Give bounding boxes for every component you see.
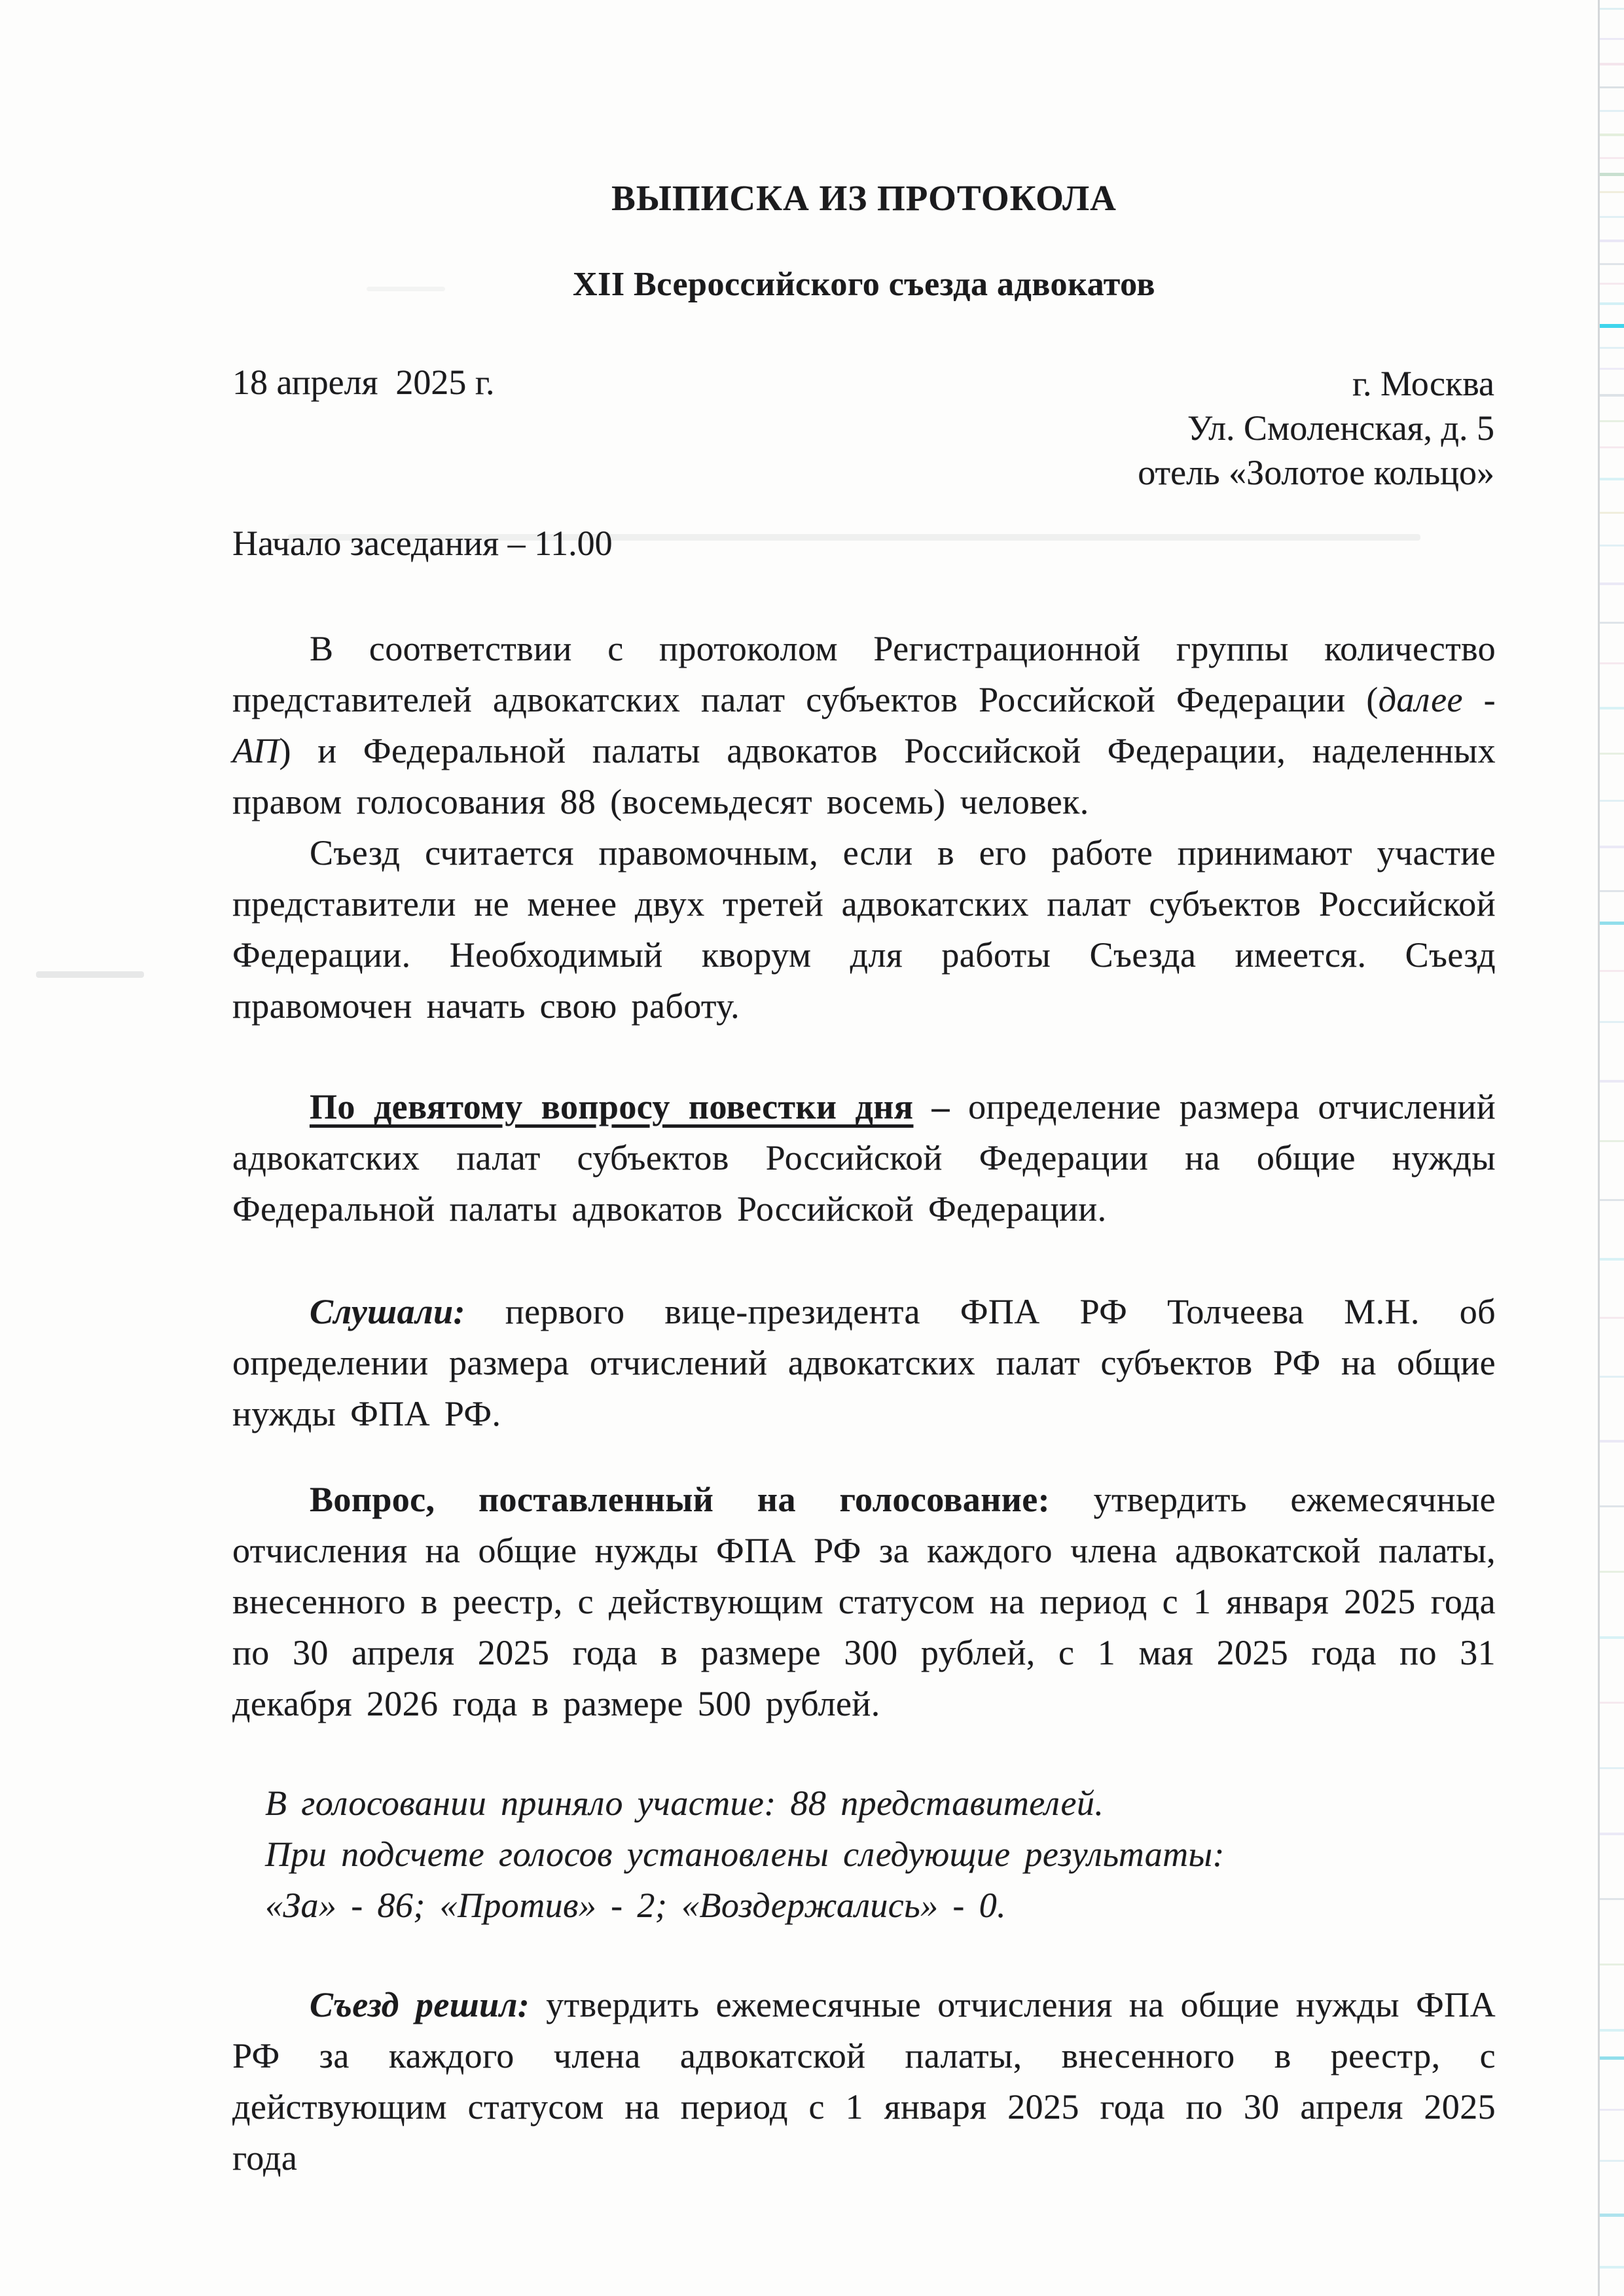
scan-streak [1600,707,1624,709]
scan-streak [1600,970,1624,972]
scan-streak [1600,1505,1624,1507]
scan-edge-line [1598,0,1600,2296]
document-body [232,623,1496,2183]
scan-streak [1600,583,1624,585]
scan-streak [1600,2160,1624,2162]
scan-streak [1600,1258,1624,1261]
scan-streak [1600,1317,1624,1319]
scan-streak [1600,216,1624,218]
text-segment: – [913,1087,950,1126]
scan-streak [1600,347,1624,349]
vote-result-line [265,1778,1496,1829]
session-start-line: Начало заседания – 11.00 [232,524,613,563]
scan-streak [1600,240,1624,242]
scan-streak [1600,1964,1624,1965]
body-paragraph [232,1979,1496,2183]
scan-streak [1600,157,1624,159]
text-segment: ) и Федеральной палаты адвокатов Российской Федерации, наделенных правом голосования 88 (восемьдесят восемь) человек. [232,731,1496,821]
scan-streak [1600,38,1624,40]
text-segment: «За» - 86; «Против» - 2; «Воздержались» - 0. [265,1886,1007,1925]
scan-streak [1600,420,1624,422]
body-paragraph [232,1474,1496,1729]
scan-streak [1600,2109,1624,2111]
text-segment: Вопрос, поставленный на голосование: [310,1480,1050,1519]
scan-streak [1600,922,1624,925]
scan-streak [1600,173,1624,176]
scan-streak [1600,2056,1624,2060]
vote-result-line [265,1829,1496,1880]
text-segment: В соответствии с протоколом Регистрационной группы количество представителей адвокатских палат субъектов Российской Федерации ( [232,629,1496,719]
scan-streak [1600,662,1624,664]
text-segment: Слушали: [310,1292,465,1331]
scan-streak [1600,478,1624,480]
scan-streak [1600,1376,1624,1378]
scan-streak [1600,1767,1624,1769]
text-segment: утвердить ежемесячные отчисления на общие нужды ФПА РФ за каждого члена адвокатской палаты, внесенного в реестр, с действующим статусом на период с 1 января 2025 года по 30 апреля 2025 года [232,1985,1496,2178]
place-line: г. Москва [1352,364,1494,403]
scan-streak [1600,1140,1624,1142]
text-segment: Съезд считается правомочным, если в его работе принимают участие представители не менее двух третей адвокатских палат субъектов Российской Федерации. Необходимый кворум для работы Съезда имеется. Съезд правомочен начать свою работу. [232,833,1496,1026]
body-paragraph [232,1286,1496,1439]
scan-streak [1600,2214,1624,2217]
scan-streak [1600,545,1624,547]
scan-streak [1600,446,1624,448]
place-line: отель «Золотое кольцо» [1138,453,1494,492]
text-segment: При подсчете голосов установлены следующие результаты: [265,1835,1225,1874]
scan-streak [1600,63,1624,65]
scan-streak [1600,2266,1624,2269]
scan-streak [1600,512,1624,514]
vote-result-line [265,1880,1496,1931]
scan-streak [1600,191,1624,193]
scan-streak [1600,302,1624,305]
text-segment: далее - АП [232,680,1496,770]
scan-streak [1600,1080,1624,1083]
scan-streak [1600,1199,1624,1201]
scan-streak [1600,263,1624,265]
body-paragraph [232,623,1496,827]
scan-streak [1600,1702,1624,1704]
text-segment: Съезд решил: [310,1985,530,2024]
scan-streak [1600,134,1624,136]
text-segment: утвердить ежемесячные отчисления на общие нужды ФПА РФ за каждого члена адвокатской палаты, внесенного в реестр, с действующим статусом на период с 1 января 2025 года по 30 апреля 2025 года в размере 300 рублей, с 1 мая 2025 года по 31 декабря 2026 года в размере 500 рублей. [232,1480,1496,1723]
scan-streak [1600,368,1624,370]
scan-streak [1600,1440,1624,1443]
scan-smudge [36,971,144,978]
scan-streak [1600,324,1624,328]
text-segment: По девятому вопросу повестки дня [310,1087,914,1126]
body-paragraph [232,827,1496,1031]
document-title: ВЫПИСКА ИЗ ПРОТОКОЛА [611,178,1117,218]
document-subtitle: XII Всероссийского съезда адвокатов [573,266,1155,303]
text-segment: первого вице-президента ФПА РФ Толчеева М.Н. об определении размера отчислений адвокатских палат субъектов РФ на общие нужды ФПА РФ. [232,1292,1496,1433]
place-line: Ул. Смоленская, д. 5 [1187,408,1494,448]
scan-streak [1600,622,1624,624]
scan-streak [1600,1898,1624,1900]
scan-streak [1600,753,1624,755]
scan-streak [1600,2029,1624,2032]
scan-streak [1600,1833,1624,1835]
scan-streak [1600,890,1624,892]
scan-streak [1600,8,1624,10]
scan-streak [1600,846,1624,848]
body-paragraph [232,1081,1496,1234]
scan-streak [1600,110,1624,112]
scan-streak [1600,86,1624,88]
place-block [1138,361,1494,495]
scan-streak [1600,1571,1624,1573]
scan-streak [1600,394,1624,397]
text-segment: В голосовании приняло участие: 88 представителей. [265,1784,1104,1823]
scan-streak [1600,283,1624,285]
scan-streak [1600,1636,1624,1639]
scan-streak [1600,800,1624,802]
text-segment: определение размера отчислений адвокатских палат субъектов Российской Федерации на общие нужды Федеральной палаты адвокатов Российской Федерации. [232,1087,1496,1229]
date-line: 18 апреля 2025 г. [232,363,495,402]
scan-streak [1600,1021,1624,1023]
